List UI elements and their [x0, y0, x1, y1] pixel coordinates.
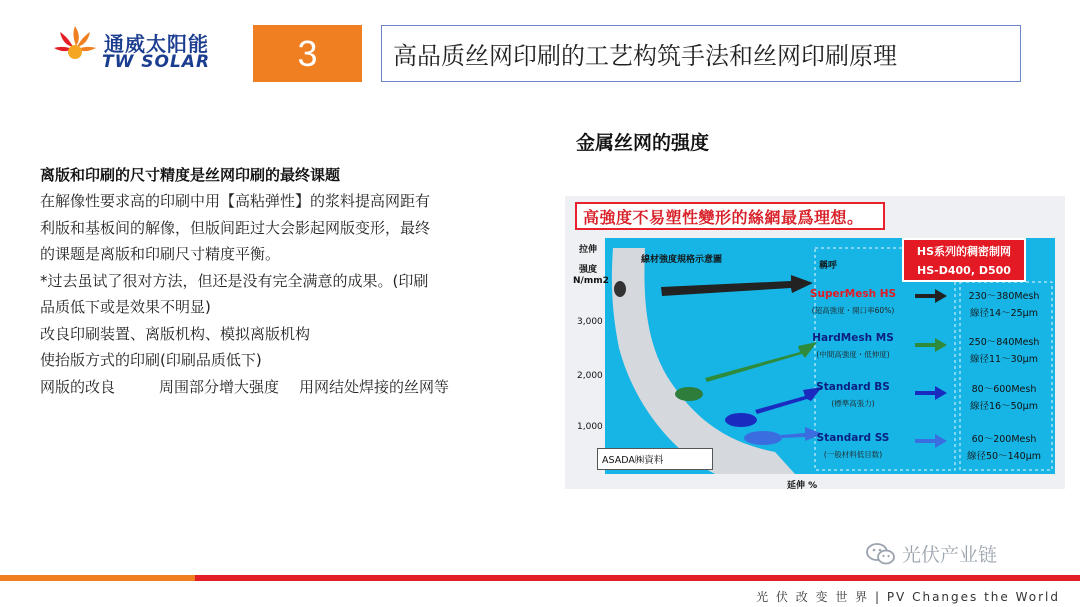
slide-title: 高品质丝网印刷的工艺构筑手法和丝网印刷原理 — [381, 25, 1021, 82]
grade-spec — [949, 288, 1059, 322]
ss-ellipse — [744, 431, 782, 445]
grade-desc: (標準高張力) — [831, 399, 875, 408]
figure-banner: 高強度不易塑性變形的絲網最爲理想。 — [575, 202, 885, 230]
hs-series-title: HS系列的稠密制网 — [916, 245, 1012, 258]
body-text — [40, 162, 530, 400]
grade-spec — [949, 334, 1059, 368]
grade-name: Standard SS — [816, 432, 890, 444]
footer-tagline: 光 伏 改 变 世 界 | PV Changes the World — [756, 590, 1060, 604]
wire-diameter: 線径50～140μm — [966, 451, 1042, 462]
body-heading: 离版和印刷的尺寸精度是丝网印刷的最终课题 — [40, 166, 341, 184]
section-number: 3 — [253, 25, 362, 82]
logo-english-name: TW SOLAR — [102, 52, 211, 72]
company-logo — [50, 22, 230, 74]
grade-name: HardMesh MS — [812, 332, 894, 344]
grade-desc: (一般材料低目数) — [823, 450, 883, 459]
improvement-item: 用网结处焊接的丝网等 — [299, 377, 450, 396]
grade-entry — [783, 288, 923, 316]
hs-series-models: HS-D400, D500 — [917, 264, 1011, 277]
wechat-icon — [866, 542, 896, 566]
y-tick-label: 3,000 — [577, 317, 603, 327]
body-line: 利版和基板间的解像，但版间距过大会影起网版变形，最终 — [40, 218, 431, 237]
grade-spec — [949, 431, 1059, 465]
y-tick-label: 2,000 — [577, 371, 603, 381]
body-line: 品质低下或是效果不明显) — [40, 298, 211, 316]
grade-desc: (中間高強度・低伸度) — [816, 350, 890, 359]
improvement-item: 网版的改良 — [40, 377, 116, 396]
improvement-item: 周围部分增大强度 — [159, 377, 280, 396]
name-column-label: 稱呼 — [819, 261, 838, 271]
ms-ellipse — [675, 387, 703, 401]
watermark — [866, 540, 997, 567]
x-axis-label: 延伸 % — [787, 481, 818, 491]
body-line: 改良印刷装置、离版机构、模拟离版机构 — [40, 324, 311, 343]
grade-entry — [783, 332, 923, 360]
bs-ellipse — [725, 413, 757, 427]
body-line: 使抬版方式的印刷(印刷品质低下) — [40, 351, 262, 369]
hs-series-box — [902, 238, 1026, 282]
hs-ellipse — [614, 281, 626, 297]
source-label: ASADA㈱資料 — [597, 448, 713, 470]
logo-chinese-name: 通威太阳能 — [104, 32, 209, 56]
body-line: 的课题是离版和印刷尺寸精度平衡。 — [40, 245, 281, 263]
y-axis-unit: N/mm2 — [573, 276, 609, 286]
body-line: *过去虽试了很对方法，但还是没有完全满意的成果。(印刷 — [40, 271, 429, 290]
y-tick-label: 1,000 — [577, 422, 603, 432]
mesh-range: 80～600Mesh — [971, 384, 1037, 395]
mesh-range: 60～200Mesh — [971, 434, 1037, 445]
grade-spec — [949, 381, 1059, 415]
mesh-range: 250～840Mesh — [968, 337, 1040, 348]
wire-diameter: 線径16～50μm — [970, 401, 1038, 412]
wire-diameter: 線径14～25μm — [970, 308, 1038, 319]
grade-name: SuperMesh HS — [809, 288, 897, 300]
grade-name: Standard BS — [816, 381, 890, 393]
grade-entry — [783, 432, 923, 460]
footer-bar-red — [195, 575, 1080, 581]
body-line: 在解像性要求高的印刷中用【高粘弹性】的浆料提高网距有 — [40, 192, 431, 210]
diagram-label: 線材強度規格示意圖 — [641, 255, 723, 265]
grade-entry — [783, 381, 923, 409]
mesh-strength-figure — [565, 196, 1065, 489]
wire-diameter: 線径11～30μm — [970, 354, 1038, 365]
y-axis-label: 拉伸 — [579, 245, 598, 255]
grade-desc: (超高強度・開口率60%) — [811, 306, 895, 315]
body-line-improvements — [40, 374, 530, 401]
mesh-range: 230～380Mesh — [968, 291, 1040, 302]
watermark-text: 光伏产业链 — [902, 544, 998, 566]
figure-title: 金属丝网的强度 — [576, 132, 710, 154]
y-axis-label: 强度 — [579, 265, 598, 275]
sun-logo-icon — [50, 22, 100, 72]
